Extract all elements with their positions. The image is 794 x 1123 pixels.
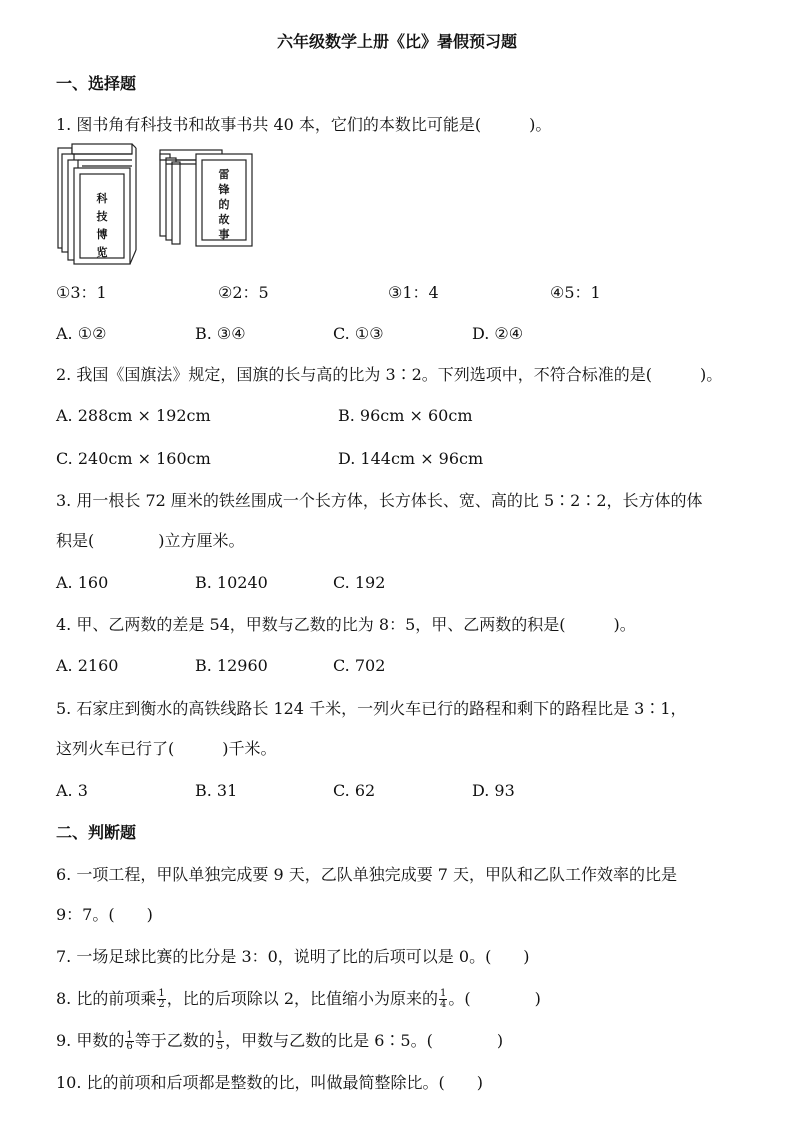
q2-option-d[interactable]: D. 144cm × 96cm (338, 449, 484, 468)
q5-option-b[interactable]: B. 31 (195, 781, 238, 800)
q9-fraction-1: $\frac{1}{6}$ (126, 1030, 133, 1052)
book-left-char-2: 技 (96, 210, 108, 223)
page-title: 六年级数学上册《比》暑假预习题 (276, 32, 517, 51)
q1-option-d[interactable]: D. ②④ (472, 324, 524, 343)
book-left-char-3: 博 (96, 228, 108, 241)
question-5-stem-line1: 5. 石家庄到衡水的高铁线路长 124 千米，一列火车已行的路程和剩下的路程比是 3∶1， (56, 699, 687, 718)
story-books-stack-icon (160, 150, 252, 246)
q8-fraction-2: $\frac{1}{4}$ (440, 988, 447, 1010)
q3-option-a[interactable]: A. 160 (56, 573, 109, 592)
question-4-stem: 4. 甲、乙两数的差是 54，甲数与乙数的比为 8：5，甲、乙两数的积是( )。 (56, 615, 636, 634)
question-3-stem-line1: 3. 用一根长 72 厘米的铁丝围成一个长方体，长方体长、宽、高的比 5∶2∶2，长方体的体 (56, 491, 703, 510)
book-right-char-3: 的 (218, 198, 230, 211)
q1-ratio-3: ③1：4 (388, 283, 439, 302)
q9-fraction-2: $\frac{1}{5}$ (216, 1030, 224, 1052)
q1-ratio-2: ②2：5 (218, 283, 269, 302)
q8-text-2: ，比的后项除以 2，比值缩小为原来的 (166, 989, 439, 1008)
section-choice-heading: 一、选择题 (56, 74, 137, 93)
question-6-stem-line2: 9：7。( ) (56, 905, 153, 924)
q1-option-a[interactable]: A. ①② (56, 324, 107, 343)
q2-option-b[interactable]: B. 96cm × 60cm (338, 406, 473, 425)
q9-text-2: 等于乙数的 (134, 1031, 215, 1050)
q4-option-a[interactable]: A. 2160 (56, 656, 119, 675)
question-3-stem-line2: 积是( )立方厘米。 (56, 531, 245, 550)
q9-text-1: 9. 甲数的 (56, 1031, 125, 1050)
book-right-char-5: 事 (218, 228, 230, 241)
question-6-stem-line1: 6. 一项工程，甲队单独完成要 9 天，乙队单独完成要 7 天，甲队和乙队工作效率的比是 (56, 865, 678, 884)
question-1-stem: 1. 图书角有科技书和故事书共 40 本，它们的本数比可能是( )。 (56, 115, 552, 134)
q3-option-b[interactable]: B. 10240 (195, 573, 268, 592)
q1-ratio-4: ④5：1 (550, 283, 601, 302)
book-right-char-2: 锋 (218, 183, 230, 196)
q4-option-c[interactable]: C. 702 (333, 656, 386, 675)
q8-text-3: 。( ) (448, 989, 541, 1008)
book-right-char-1: 雷 (218, 168, 230, 181)
books-illustration (56, 140, 256, 268)
q5-option-d[interactable]: D. 93 (472, 781, 515, 800)
section-judge-heading: 二、判断题 (56, 823, 137, 842)
book-left-char-4: 览 (96, 246, 108, 259)
book-left-char-1: 科 (96, 192, 108, 205)
q1-ratio-1: ①3：1 (56, 283, 107, 302)
q2-option-a[interactable]: A. 288cm × 192cm (56, 406, 211, 425)
question-10-stem: 10. 比的前项和后项都是整数的比，叫做最简整除比。( ) (56, 1073, 484, 1092)
q5-option-c[interactable]: C. 62 (333, 781, 376, 800)
q4-option-b[interactable]: B. 12960 (195, 656, 268, 675)
q1-option-c[interactable]: C. ①③ (333, 324, 384, 343)
question-8-stem (56, 988, 541, 1010)
q5-option-a[interactable]: A. 3 (56, 781, 88, 800)
book-right-char-4: 故 (218, 213, 230, 226)
q8-fraction-1: $\frac{1}{2}$ (158, 988, 165, 1010)
q9-text-3: ，甲数与乙数的比是 6∶5。( ) (225, 1031, 504, 1050)
question-5-stem-line2: 这列火车已行了( )千米。 (56, 739, 277, 758)
q3-option-c[interactable]: C. 192 (333, 573, 386, 592)
q1-option-b[interactable]: B. ③④ (195, 324, 246, 343)
question-7-stem: 7. 一场足球比赛的比分是 3：0，说明了比的后项可以是 0。( ) (56, 947, 530, 966)
q8-text-1: 8. 比的前项乘 (56, 989, 157, 1008)
question-9-stem (56, 1030, 503, 1052)
q2-option-c[interactable]: C. 240cm × 160cm (56, 449, 211, 468)
question-2-stem: 2. 我国《国旗法》规定，国旗的长与高的比为 3∶2。下列选项中，不符合标准的是( )。 (56, 365, 723, 384)
